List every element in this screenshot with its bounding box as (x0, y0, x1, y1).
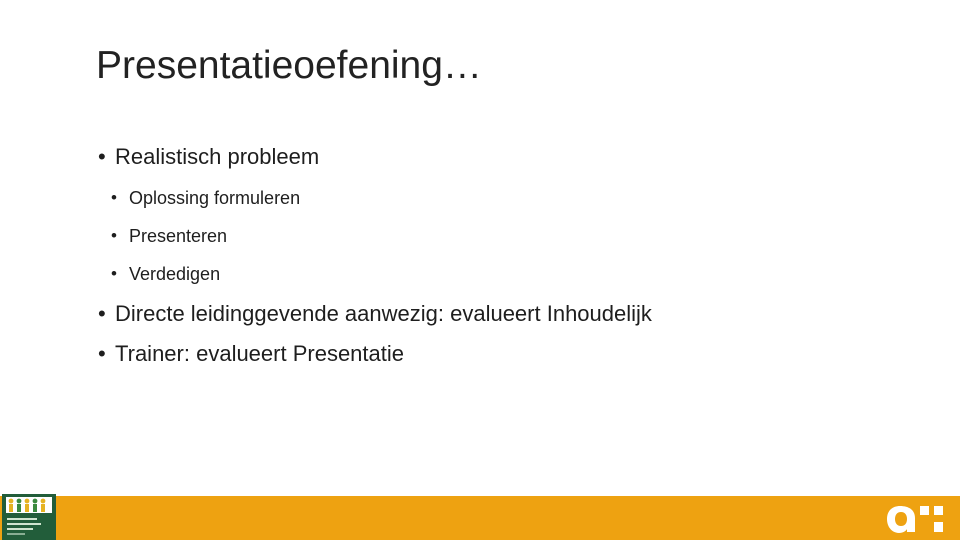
bullet-text: Realistisch probleem (115, 144, 320, 169)
bullet-marker: • (111, 226, 117, 245)
figures-graphic (6, 497, 52, 513)
logo-text-line (7, 518, 37, 520)
slide-title: Presentatieoefening… (96, 44, 482, 87)
bullet-item (96, 339, 916, 369)
bullet-marker: • (111, 264, 117, 283)
bullet-item (96, 142, 916, 172)
bullet-item (96, 299, 916, 329)
bullet-text: Presenteren (129, 226, 228, 246)
bullet-text: Verdedigen (129, 264, 221, 284)
logo-text-line (7, 533, 25, 535)
footer-band (0, 496, 960, 540)
bullet-marker: • (98, 301, 106, 326)
sub-bullet-item (96, 223, 916, 249)
sub-bullet-item (96, 185, 916, 211)
bullet-list (96, 142, 916, 369)
logo-text-line (7, 523, 41, 525)
bullet-marker: • (98, 144, 106, 169)
logo-text-line (7, 528, 33, 530)
bullet-text: Directe leidinggevende aanwezig: evalueert Inhoudelijk (115, 301, 652, 326)
people-figures-logo-icon (2, 494, 56, 540)
sub-bullet-item (96, 261, 916, 287)
brand-logo-icon (884, 500, 946, 536)
bullet-text: Oplossing formuleren (129, 188, 301, 208)
bullet-marker: • (111, 188, 117, 207)
bullet-marker: • (98, 341, 106, 366)
bullet-text: Trainer: evalueert Presentatie (115, 341, 404, 366)
